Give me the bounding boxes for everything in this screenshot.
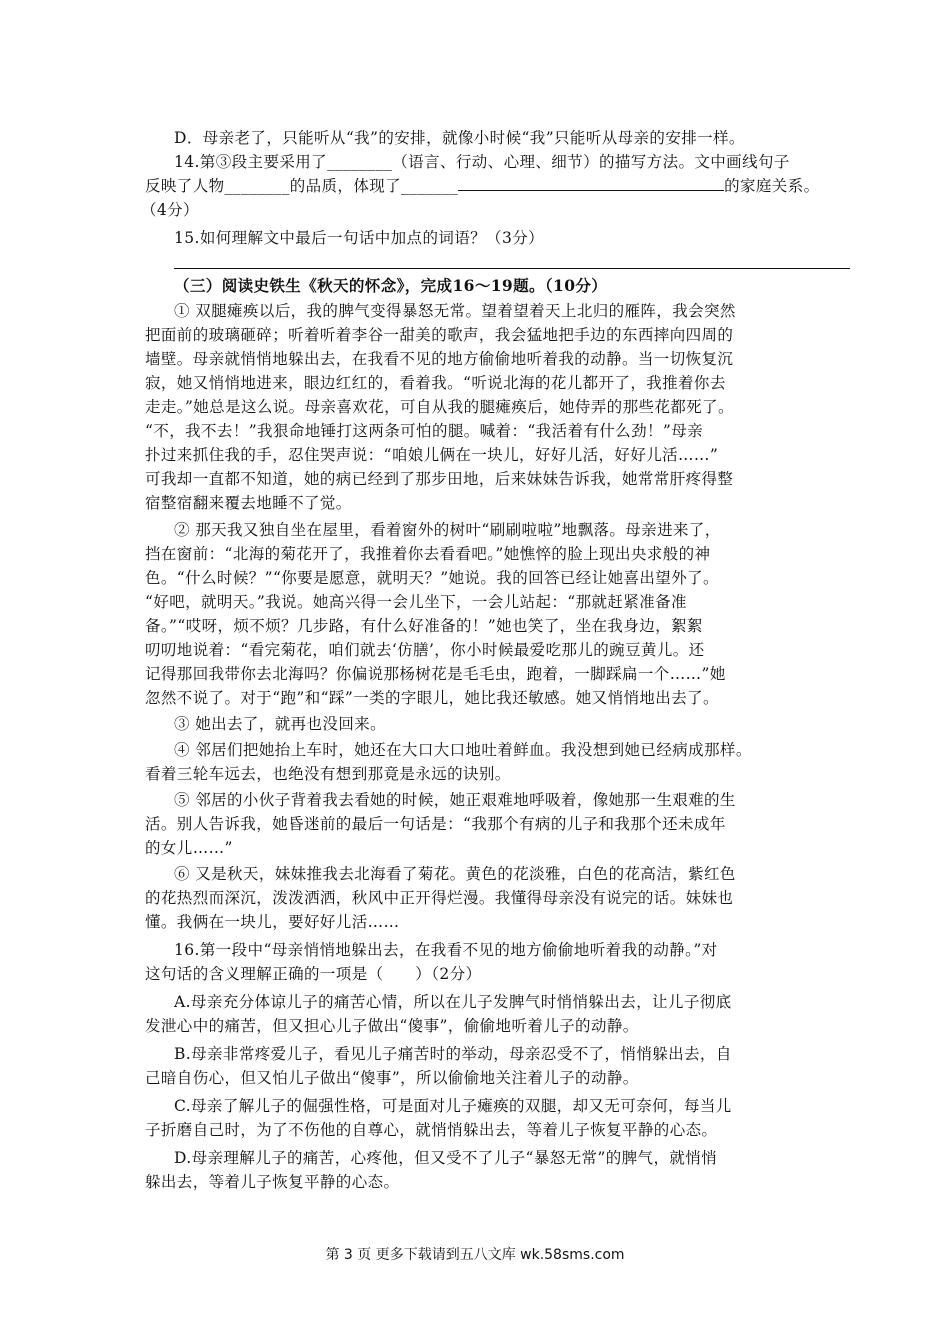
passage-line: 记得那回我带你去北海吗？你偏说那杨树花是毛毛虫，跑着，一脚踩扁一个……”她 <box>145 665 726 683</box>
passage-line: ⑤ 邻居的小伙子背着我去看她的时候，她正艰难地呼吸着，像她那一生艰难的生 <box>174 791 736 809</box>
q16-option-a: 发泄心中的痛苦，但又担心儿子做出“傻事”，偷偷地听着儿子的动静。 <box>145 1017 639 1035</box>
passage-line: ② 那天我又独自坐在屋里，看着窗外的树叶“刷刷啦啦”地飘落。母亲进来了， <box>174 521 721 539</box>
passage-line: 宿整宿翻来覆去地睡不了觉。 <box>145 494 352 512</box>
passage-line: 叨叨地说着：“看完菊花，咱们就去‘仿膳’，你小时候最爱吃那儿的豌豆黄儿。还 <box>145 641 705 659</box>
passage-line: 忽然不说了。对于“跑”和“踩”一类的字眼儿，她比我还敏感。她又悄悄地出去了。 <box>145 689 719 707</box>
q16-stem: 16.第一段中“母亲悄悄地躲出去，在我看不见的地方偷偷地听着我的动静。”对 <box>174 941 718 959</box>
passage-line: 挡在窗前：“北海的菊花开了，我推着你去看看吧。”她憔悴的脸上现出央求般的神 <box>145 545 711 563</box>
passage-line: 可我却一直都不知道，她的病已经到了那步田地，后来妹妹告诉我，她常常肝疼得整 <box>145 470 734 488</box>
q14-suffix: （语言、行动、心理、细节）的描写方法。文中画线句子 <box>392 153 790 171</box>
section-3-title: （三）阅读史铁生《秋天的怀念》，完成16～19题。（10分） <box>174 276 608 295</box>
passage-line: 的女儿……” <box>145 839 233 857</box>
passage-line: ⑥ 又是秋天，妹妹推我去北海看了菊花。黄色的花淡雅，白色的花高洁，紫红色 <box>174 865 736 883</box>
q16-option-a: A.母亲充分体谅儿子的痛苦心情，所以在儿子发脾气时悄悄躲出去，让儿子彻底 <box>174 993 732 1011</box>
passage-line: 寂，她又悄悄地进来，眼边红红的，看着我。“听说北海的花儿都开了，我推着你去 <box>145 374 726 392</box>
q15-question: 15.如何理解文中最后一句话中加点的词语？（3分） <box>174 229 545 247</box>
passage-line: 备。”“哎呀，烦不烦？几步路，有什么好准备的！”她也笑了，坐在我身边，絮絮 <box>145 617 703 635</box>
q14-answer-underline <box>458 176 724 191</box>
passage-line: “不，我不去！”我狠命地锤打这两条可怕的腿。喊着：“我活着有什么劲！”母亲 <box>145 422 703 440</box>
passage-line: ① 双腿瘫痪以后，我的脾气变得暴怒无常。望着望着天上北归的雁阵，我会突然 <box>174 302 736 320</box>
passage-line: 扑过来抓住我的手，忍住哭声说：“咱娘儿俩在一块儿，好好儿活，好好儿活……” <box>145 446 719 464</box>
passage-line: 懂。我俩在一块儿，要好好儿活…… <box>145 913 400 931</box>
passage-line: 走走。”她总是这么说。母亲喜欢花，可自从我的腿瘫痪后，她侍弄的那些花都死了。 <box>145 398 734 416</box>
q16-option-d: D.母亲理解儿子的痛苦，心疼他，但又受不了儿子“暴怒无常”的脾气，就悄悄 <box>174 1149 718 1167</box>
passage-line: ④ 邻居们把她抬上车时，她还在大口大口地吐着鲜血。我没想到她已经病成那样。 <box>174 741 752 759</box>
passage-line: ③ 她出去了，就再也没回来。 <box>174 715 387 733</box>
passage-line: “好吧，就明天。”我说。她高兴得一会儿坐下，一会儿站起：“那就赶紧准备准 <box>145 593 687 611</box>
q16-stem: 这句话的含义理解正确的一项是（ ）（2分） <box>145 965 482 983</box>
q16-option-d: 躲出去，等着儿子恢复平静的心态。 <box>145 1173 400 1191</box>
q15-answer-line <box>174 268 850 269</box>
q16-option-b: 己暗自伤心，但又怕儿子做出“傻事”，所以偷偷地关注着儿子的动静。 <box>145 1069 639 1087</box>
q16-option-c: 子折磨自己时，为了不伤他的自尊心，就悄悄躲出去，等着儿子恢复平静的心态。 <box>145 1121 718 1139</box>
q14-line2-middle: 的品质，体现了 <box>289 177 402 195</box>
q14-blank-quality: ________ <box>224 177 290 195</box>
q16-option-c: C.母亲了解儿子的倔强性格，可是面对儿子瘫痪的双腿，却又无可奈何，每当儿 <box>174 1097 732 1115</box>
q14-line-3: （4分） <box>141 201 199 219</box>
q13-option-d: D．母亲老了，只能听从“我”的安排，就像小时候“我”只能听从母亲的安排一样。 <box>174 129 745 147</box>
passage-line: 色。“什么时候？”“你要是愿意，就明天？”她说。我的回答已经让她喜出望外了。 <box>145 569 719 587</box>
q14-line-2 <box>145 176 820 196</box>
q14-blank-relation-start: _______ <box>401 177 459 195</box>
passage-line: 看着三轮车远去，也绝没有想到那竟是永远的诀别。 <box>145 765 511 783</box>
q14-line2-suffix: 的家庭关系。 <box>724 177 820 195</box>
page-footer: 第 3 页 更多下载请到五八文库 wk.58sms.com <box>325 1247 625 1263</box>
q14-blank-method: ________ <box>327 153 393 171</box>
q16-option-b: B.母亲非常疼爱儿子，看见儿子痛苦时的举动，母亲忍受不了，悄悄躲出去，自 <box>174 1045 732 1063</box>
q14-line-1 <box>174 152 790 172</box>
q14-prefix: 14.第③段主要采用了 <box>174 153 328 171</box>
passage-line: 墙壁。母亲就悄悄地躲出去，在我看不见的地方偷偷地听着我的动静。当一切恢复沉 <box>145 350 734 368</box>
passage-line: 把面前的玻璃砸碎；听着听着李谷一甜美的歌声，我会猛地把手边的东西摔向四周的 <box>145 326 734 344</box>
q14-line2-prefix: 反映了人物 <box>145 177 225 195</box>
passage-line: 的花热烈而深沉，泼泼洒洒，秋风中正开得烂漫。我懂得母亲没有说完的话。妹妹也 <box>145 889 734 907</box>
passage-line: 活。别人告诉我，她昏迷前的最后一句话是：“我那个有病的儿子和我那个还未成年 <box>145 815 726 833</box>
